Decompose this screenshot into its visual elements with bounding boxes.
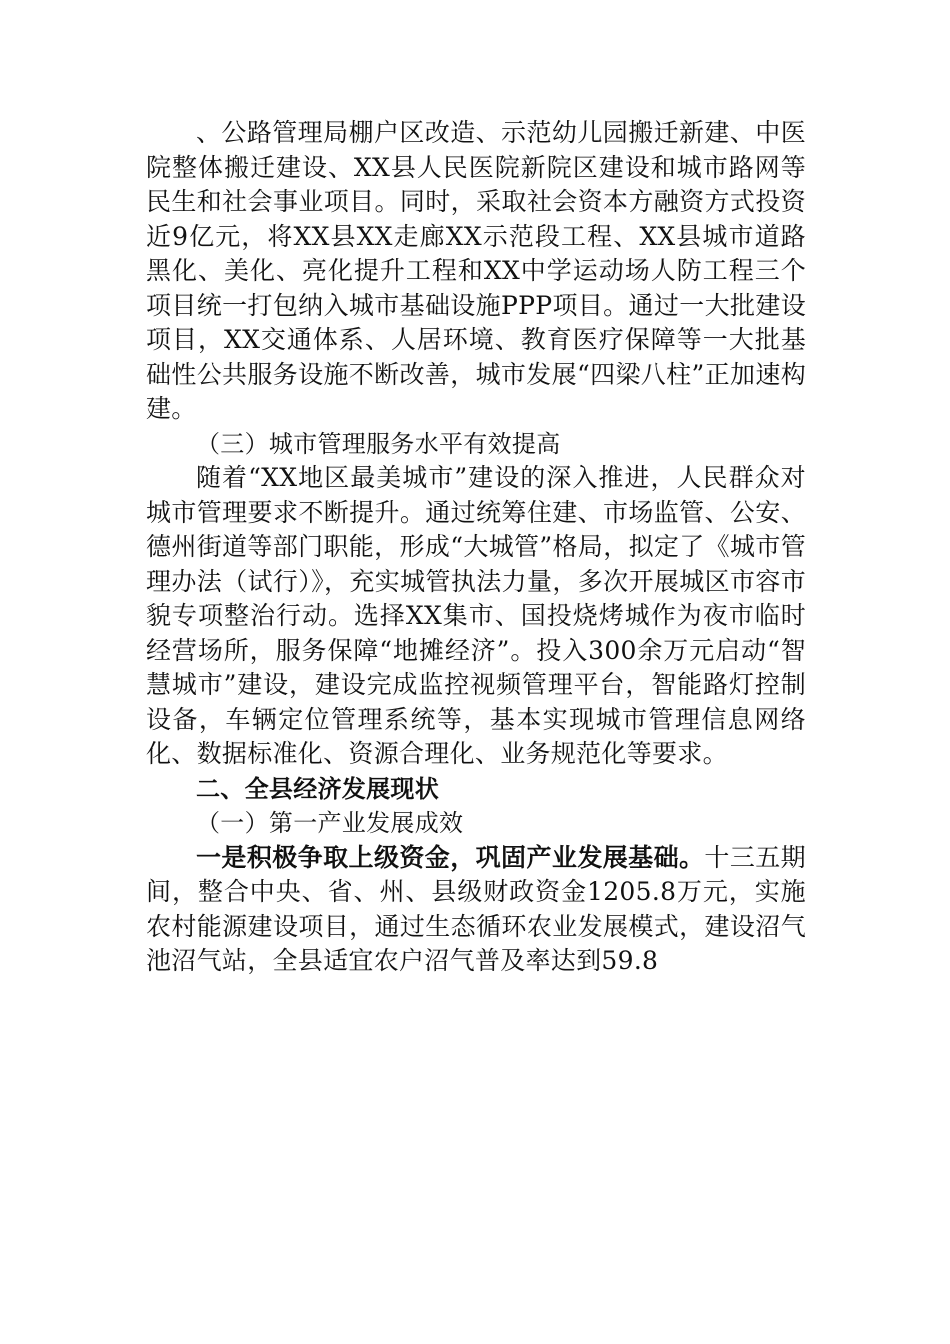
heading-city-management: （三）城市管理服务水平有效提高 xyxy=(196,429,561,458)
paragraph-lead-bold: 一是积极争取上级资金，巩固产业发展基础。 xyxy=(196,842,705,872)
paragraph-continuation: 、公路管理局棚户区改造、示范幼儿园搬迁新建、中医院整体搬迁建设、XX县人民医院新院区建设和城市路网等民生和社会事业项目。同时，采取社会资本方融资方式投资近9亿元，将XX县XX走廊XX示范段工程、XX县城市道路黑化、美化、亮化提升工程和XX中学运动场人防工程三个项目统一打包纳入城市基础设施PPP项目。通过一大批建设项目，XX交通体系、人居环境、教育医疗保障等一大批基础性公共服务设施不断改善，城市发展“四梁八柱”正加速构建。 xyxy=(146,118,806,423)
document-body xyxy=(146,116,806,979)
paragraph-city-management: 随着“XX地区最美城市”建设的深入推进，人民群众对城市管理要求不断提升。通过统筹住建、市场监管、公安、德州街道等部门职能，形成“大城管”格局，拟定了《城市管理办法（试行）》，充实城管执法力量，多次开展城区市容市貌专项整治行动。选择XX集市、国投烧烤城作为夜市临时经营场所，服务保障“地摊经济”。投入300余万元启动“智慧城市”建设，建设完成监控视频管理平台，智能路灯控制设备，车辆定位管理系统等，基本实现城市管理信息网络化、数据标准化、资源合理化、业务规范化等要求。 xyxy=(146,463,806,768)
heading-primary-industry: （一）第一产业发展成效 xyxy=(196,809,464,837)
paragraph-body-text: 十三五期间，整合中央、省、州、县级财政资金1205.8万元，实施农村能源建设项目，通过生态循环农业发展模式，建设沼气池沼气站，全县适宜农户沼气普及率达到59.8 xyxy=(146,842,806,975)
section-heading-economy: 二、全县经济发展现状 xyxy=(196,774,439,803)
paragraph-primary-industry xyxy=(146,841,806,979)
